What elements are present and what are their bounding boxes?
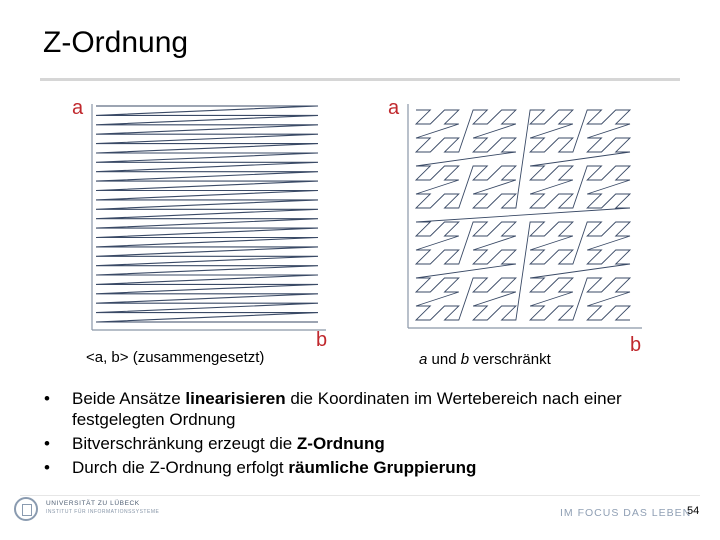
university-logo — [14, 497, 180, 523]
z-order-path — [416, 110, 630, 320]
bullet-emphasis: räumliche Gruppierung — [288, 458, 477, 477]
y-axis-label: a — [388, 97, 400, 119]
z-order-figure — [380, 94, 652, 356]
bullet-list — [40, 388, 690, 481]
bullet-item — [40, 388, 690, 430]
x-axis-label: b — [630, 334, 642, 356]
y-axis-label: a — [72, 97, 84, 119]
bullet-emphasis: linearisieren — [185, 389, 286, 408]
bullet-text: Bitverschränkung erzeugt die — [72, 434, 297, 453]
bullet-dot: • — [44, 389, 50, 408]
left-figure-caption: <a, b> (zusammengesetzt) — [86, 349, 265, 366]
footer-divider — [20, 495, 700, 496]
bullet-text: Durch die Z-Ordnung erfolgt — [72, 458, 289, 477]
caption-variable-a: a — [419, 351, 428, 368]
caption-variable-b: b — [460, 351, 470, 368]
z-order-curve — [416, 110, 630, 320]
row-major-curve — [96, 106, 318, 322]
bullet-dot: • — [44, 434, 50, 453]
caption-connector: und — [427, 351, 461, 368]
bullet-emphasis: Z-Ordnung — [296, 434, 385, 453]
slide-title: Z-Ordnung — [43, 26, 189, 59]
bullet-text: Beide Ansätze — [72, 389, 186, 408]
bullet-text: die Koordinaten im Wertebereich nach einer festgelegten Ordnung — [72, 389, 622, 429]
university-seal-icon — [14, 497, 38, 521]
row-major-order-figure — [64, 94, 336, 346]
title-divider — [40, 78, 680, 81]
row-major-path — [96, 106, 318, 322]
x-axis-label: b — [316, 329, 328, 346]
bullet-dot: • — [44, 458, 50, 477]
caption-ending: verschränkt — [469, 351, 551, 368]
logo-university-name: UNIVERSITÄT ZU LÜBECK — [46, 500, 140, 507]
page-number: 54 — [687, 505, 700, 517]
bullet-item — [40, 433, 690, 454]
bullet-item — [40, 457, 690, 478]
footer-slogan: IM FOCUS DAS LEBEN — [560, 507, 692, 519]
right-figure-caption — [419, 350, 551, 370]
logo-institute-name: INSTITUT FÜR INFORMATIONSSYSTEME — [46, 509, 160, 515]
